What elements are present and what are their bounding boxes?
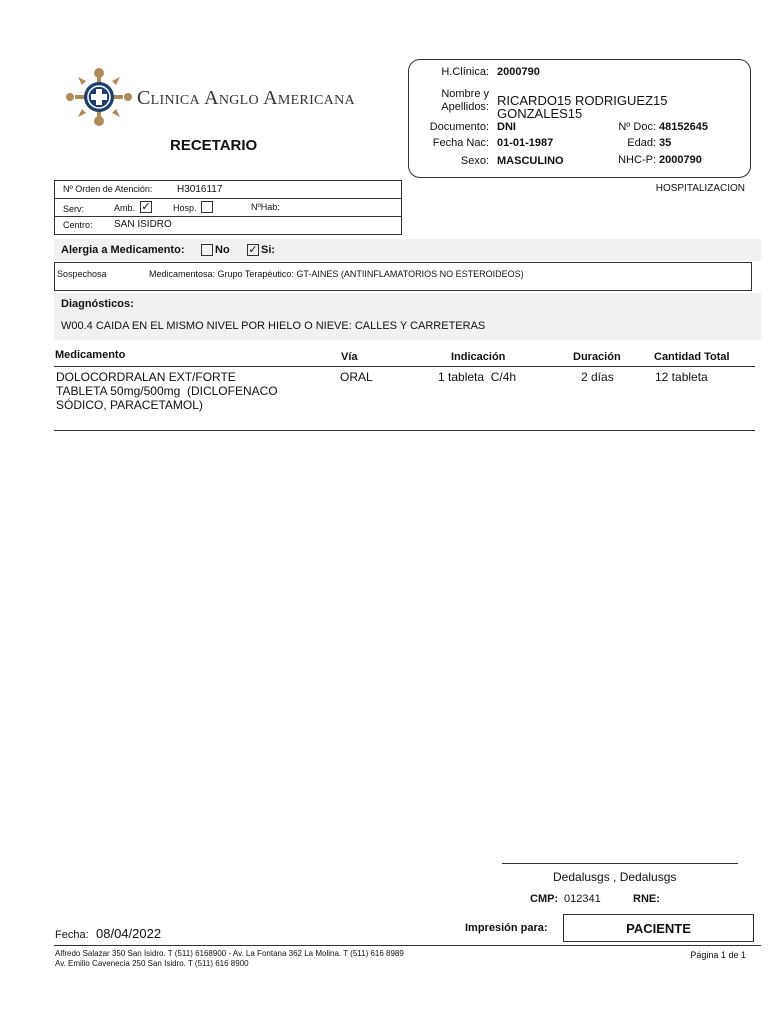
document-title: RECETARIO — [170, 137, 258, 154]
centro-label: Centro: — [63, 220, 93, 230]
documento-value: DNI — [497, 121, 516, 133]
de-label: de — [728, 950, 739, 960]
clinic-logo — [66, 68, 132, 126]
fecha-nac-value: 01-01-1987 — [497, 137, 554, 149]
alergia-no-label: No — [215, 244, 230, 256]
sexo-value: MASCULINO — [497, 155, 564, 167]
address-line-1: Alfredo Salazar 350 San Isidro. T (511) 6168900 - Av. La Fontana 362 La Molina. T (511) 616 8989 — [55, 949, 404, 958]
orden-value: H3016117 — [177, 184, 223, 195]
cell-medicamento-line2: TABLETA 50mg/500mg (DICLOFENACO — [56, 384, 278, 398]
col-header-via: Vía — [341, 351, 358, 363]
edad-label: Edad: — [627, 137, 656, 149]
cell-indicacion: 1 tableta C/4h — [438, 370, 517, 384]
nhc-value: 2000790 — [659, 154, 702, 166]
sospechosa-label: Sospechosa — [57, 269, 107, 279]
nhab-label: NºHab: — [251, 202, 280, 212]
cmp-label: CMP: — [530, 893, 559, 905]
pagina-value: 1 — [720, 950, 726, 960]
clinic-emblem-icon — [66, 68, 132, 126]
pagina-total: 1 — [740, 950, 746, 960]
edad-value: 35 — [659, 137, 672, 149]
order-divider-1 — [54, 198, 401, 199]
documento-label: Documento: — [429, 121, 489, 133]
page-indicator — [690, 950, 746, 960]
pagina-label: Página — [690, 950, 719, 960]
patient-name-line1: RICARDO15 RODRIGUEZ15 — [497, 93, 668, 108]
cell-medicamento-line1: DOLOCORDRALAN EXT/FORTE — [56, 370, 236, 384]
hospitalizacion-label: HOSPITALIZACION — [655, 183, 745, 194]
hosp-checkbox[interactable] — [201, 201, 213, 213]
diagnosticos-label: Diagnósticos: — [61, 298, 134, 310]
fecha-nac-label: Fecha Nac: — [432, 137, 489, 149]
impresion-label: Impresión para: — [465, 922, 548, 934]
serv-label: Serv: — [63, 204, 85, 214]
impresion-value: PACIENTE — [626, 921, 691, 936]
hclinica-value: 2000790 — [497, 66, 540, 78]
alergia-detalle: Medicamentosa: Grupo Terapéutico: GT-AINES (ANTIINFLAMATORIOS NO ESTEROIDEOS) — [149, 269, 524, 279]
alergia-si-checkbox[interactable]: ✓ — [248, 244, 258, 256]
fecha-label: Fecha: — [55, 929, 89, 941]
sexo-label: Sexo: — [460, 155, 489, 167]
hosp-label: Hosp. — [173, 203, 197, 213]
cell-via: ORAL — [340, 370, 373, 384]
col-header-cantidad: Cantidad Total — [654, 351, 730, 363]
diagnosticos-band — [54, 293, 761, 340]
amb-label: Amb. — [114, 203, 136, 213]
rne-label: RNE: — [633, 893, 660, 905]
diagnostico-text: W00.4 CAIDA EN EL MISMO NIVEL POR HIELO O NIEVE: CALLES Y CARRETERAS — [61, 320, 486, 332]
col-header-indicacion: Indicación — [451, 351, 506, 363]
fecha-value: 08/04/2022 — [96, 926, 162, 941]
cell-medicamento-line3: SÓDICO, PARACETAMOL) — [56, 398, 203, 412]
nhc-label: NHC-P: — [618, 154, 656, 166]
cell-duracion: 2 días — [581, 370, 614, 384]
cell-cantidad: 12 tableta — [655, 370, 708, 384]
centro-value: SAN ISIDRO — [114, 219, 172, 230]
doctor-name: Dedalusgs , Dedalusgs — [553, 870, 677, 884]
patient-name-line2: GONZALES15 — [497, 106, 583, 121]
alergia-label: Alergia a Medicamento: — [61, 244, 185, 256]
orden-label: Nº Orden de Atención: — [63, 184, 153, 194]
amb-checkbox[interactable]: ✓ — [141, 201, 151, 213]
address-line-2: Av. Emilio Cavenecia 250 San Isidro. T (511) 616 8900 — [55, 959, 249, 968]
ndoc-label: Nº Doc: — [618, 121, 656, 133]
table-header-line — [54, 366, 755, 367]
alergia-no-checkbox[interactable] — [201, 244, 213, 256]
signature-line — [502, 863, 738, 864]
cmp-value: 012341 — [564, 893, 601, 905]
table-bottom-line — [54, 430, 755, 431]
table-row — [54, 370, 755, 426]
col-header-duracion: Duración — [573, 351, 621, 363]
clinic-name: Clinica Anglo Americana — [137, 87, 355, 109]
col-header-medicamento: Medicamento — [55, 349, 126, 361]
order-divider-2 — [54, 216, 401, 217]
nombre-label-1: Nombre y — [441, 88, 489, 100]
alergia-si-label: Si: — [261, 244, 276, 256]
ndoc-value: 48152645 — [659, 121, 708, 133]
footer-line — [54, 945, 761, 946]
hclinica-label: H.Clínica: — [441, 66, 489, 78]
nombre-label-2: Apellidos: — [441, 101, 489, 113]
